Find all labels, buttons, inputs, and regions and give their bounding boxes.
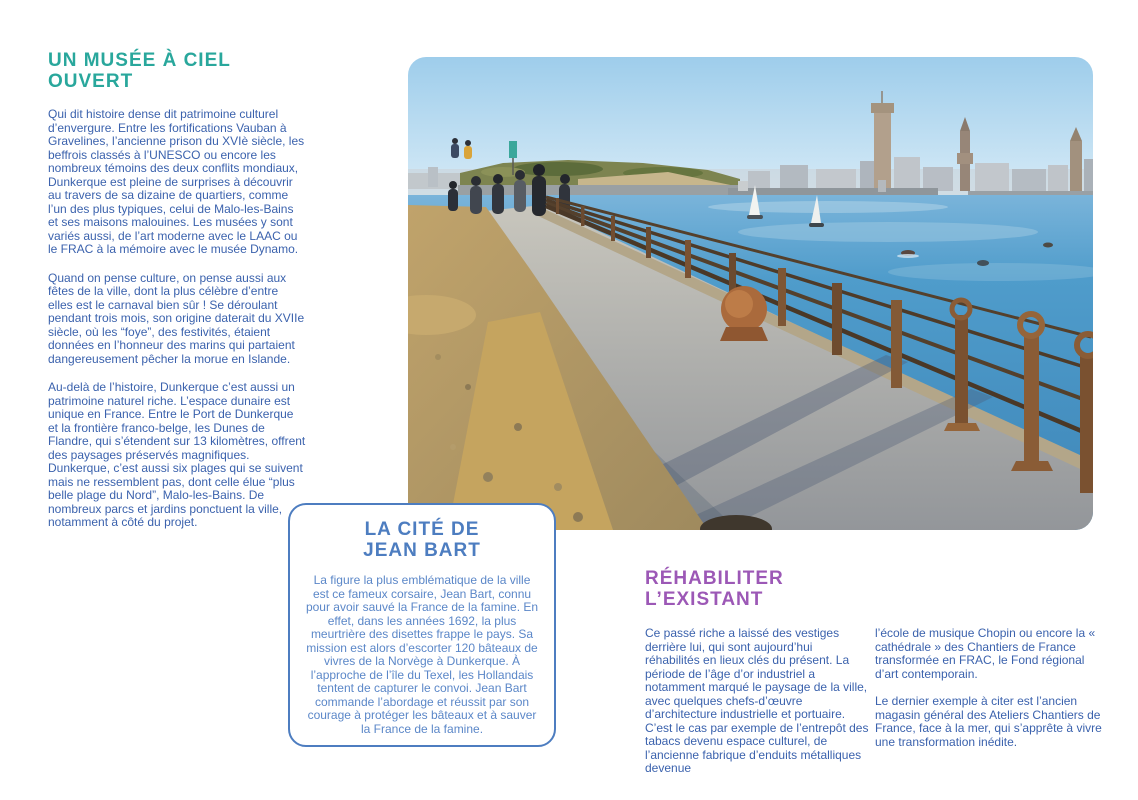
section-title-musee: UN MUSÉE À CIEL OUVERT	[48, 50, 231, 92]
musee-paragraph-3: Au-delà de l’histoire, Dunkerque c’est aussi un patrimoine naturel riche. L’espace dunaire est unique en France. Entre le Port de Dunkerque et la frontière franco-belge, les Dunes de Flandre, qui s’étendent sur 13 kilomètres, offrent des paysages préservés magnifiques. Dunkerque, c’est aussi six plages qui se suivent mais ne ressemblent pas, dont celle élue “plus belle plage du Nord”, Malo-les-Bains. De nombreux parcs et jardins ponctuent la ville, notamment à côté du projet.	[48, 380, 306, 529]
musee-paragraph-2: Quand on pense culture, on pense aussi aux fêtes de la ville, dont la plus célèbre d’entre elles est le carnaval bien sûr ! Se déroulant pendant trois mois, son origine daterait du XVIIe siècle, où les “foye”, des festivités, étaient données en l’honneur des marins qui partaient dangereusement pêcher la morue en Islande.	[48, 270, 305, 366]
rehabiliter-paragraph-3: Le dernier exemple à citer est l’ancien magasin général des Ateliers Chantiers de France, face à la mer, qui s’apprête à vivre une transformation inédite.	[875, 694, 1102, 749]
jean-bart-paragraph: La figure la plus emblématique de la ville est ce fameux corsaire, Jean Bart, connu pour avoir sauvé la France de la famine. En effet, dans les années 1692, la plus meurtrière des disettes frappe le pays. Sa mission est alors d’escorter 120 bâteaux de vivres de la Norvège à Dunkerque. À l’approche de l’île du Texel, les Hollandais tentent de capturer le convoi. Jean Bart commande l’abordage et réussit par son courage à protéger les bâteaux et à sauver la France de la famine.	[305, 573, 539, 736]
rehabiliter-paragraph-1: Ce passé riche a laissé des vestiges derrière lui, qui sont aujourd’hui réhabilités en lieux clés du présent. La période de l’âge d’or industriel a notamment marqué le paysage de la ville, avec quelques chefs-d’œuvre d’architecture industrielle et portuaire. C’est le cas par exemple de l’entrepôt des tabacs devenu espace culturel, de l’ancienne fabrique d’enduits métalliques devenue	[645, 626, 869, 775]
jean-bart-callout-box	[288, 503, 556, 747]
rehabiliter-column-1	[645, 627, 869, 790]
musee-paragraph-1: Qui dit histoire dense dit patrimoine culturel d’envergure. Entre les fortifications Vauban à Gravelines, l’ancienne prison du XVIè siècle, les beffrois classés à l’UNESCO ou encore les nombreux témoins des deux conflits mondiaux, Dunkerque est pleine de surprises à découvrir au travers de sa dizaine de quartiers, comme l’un des plus typiques, celui de Malo-les-Bains et ses maisons malouines. Les musées y sont variés aussi, de l’art moderne avec le LAAC ou le FRAC à la mémoire avec le musée Dynamo.	[48, 107, 305, 256]
pier-photo-art	[408, 57, 1093, 530]
pier-photo	[408, 57, 1093, 530]
section-title-jean-bart: LA CITÉ DE JEAN BART	[363, 519, 481, 561]
rehabiliter-column-2	[875, 627, 1111, 763]
section-title-rehabiliter: RÉHABILITER L’EXISTANT	[645, 568, 784, 610]
left-column	[48, 50, 306, 545]
rehabiliter-paragraph-2: l’école de musique Chopin ou encore la « cathédrale » des Chantiers de France transformée en FRAC, le Fond régional d’art contemporain.	[875, 626, 1096, 681]
